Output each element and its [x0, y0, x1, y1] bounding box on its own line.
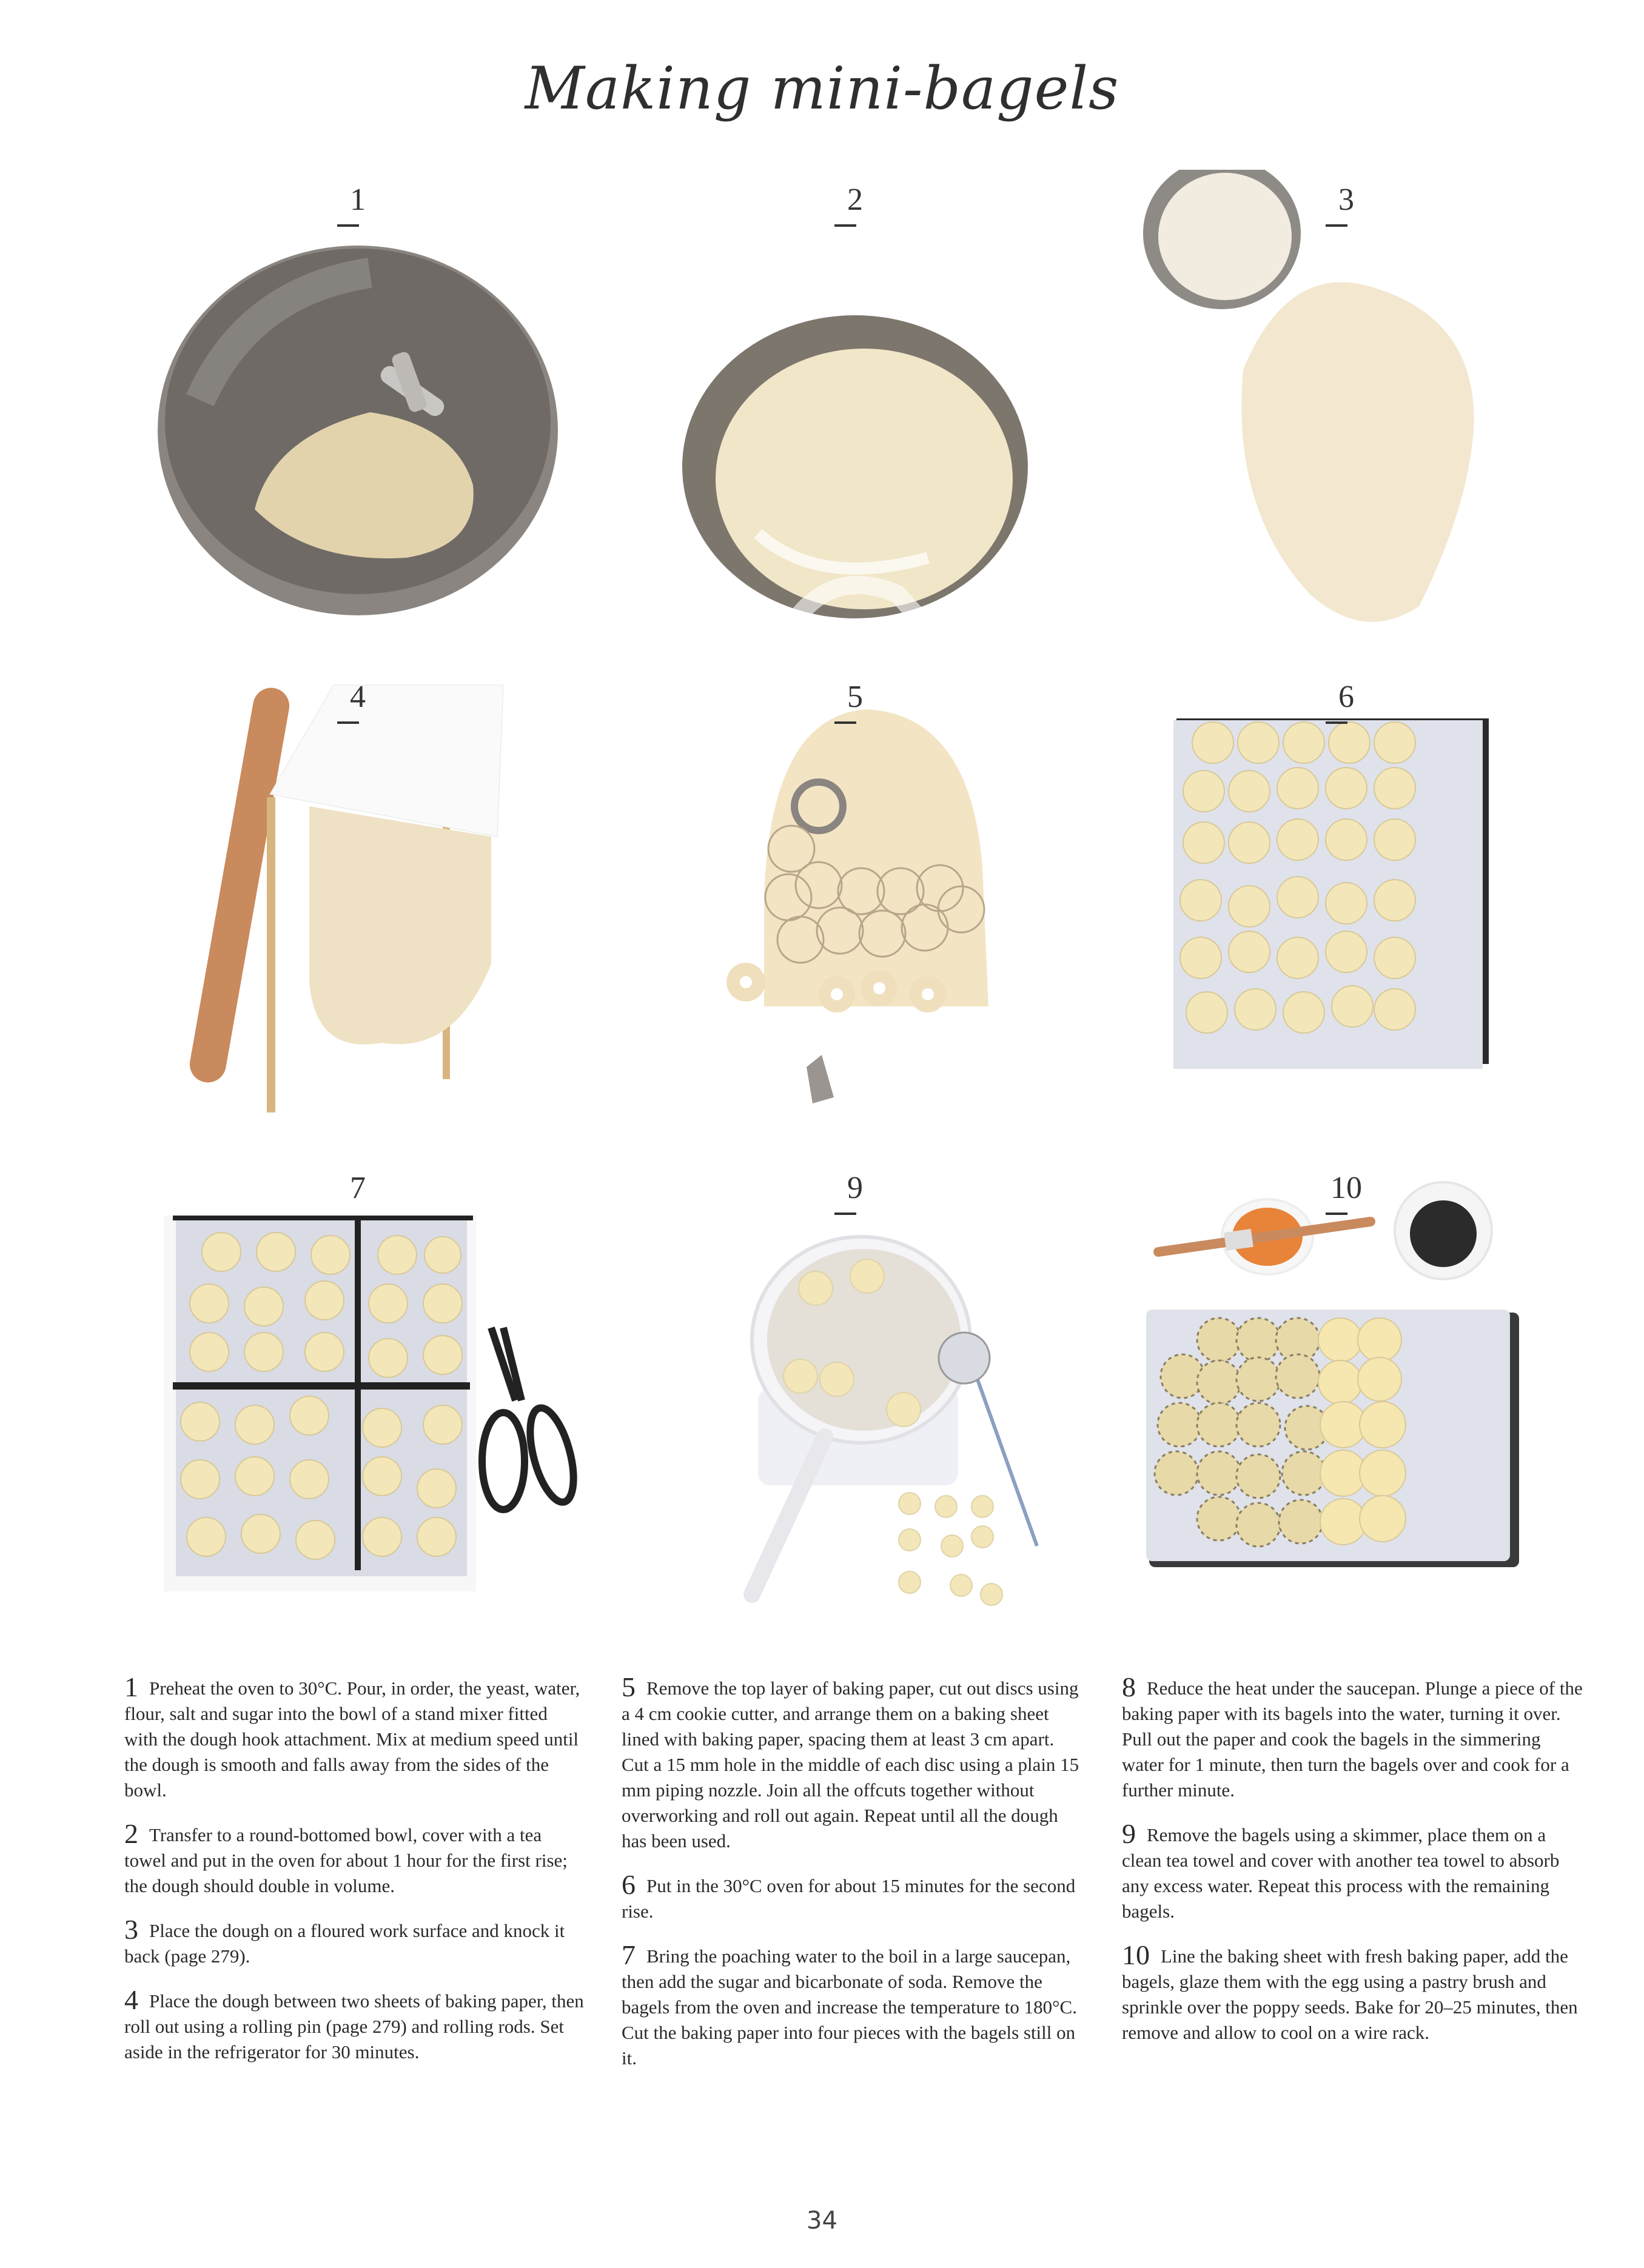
- step-number: 9: [1122, 1818, 1136, 1849]
- step-underline: [1326, 721, 1347, 724]
- photo-step-number: 2: [847, 182, 863, 217]
- step-underline: [834, 1213, 856, 1215]
- instruction-step-6: [622, 1869, 1082, 1924]
- page-title: Making mini-bagels: [525, 55, 1119, 122]
- step-number: 3: [124, 1914, 138, 1945]
- photo-step-1: [115, 170, 600, 643]
- step-number: 5: [622, 1671, 636, 1702]
- step-text: Line the baking sheet with fresh baking paper, add the bagels, glaze them with the egg using a pastry brush and sprinkle over the poppy seeds. Bake for 20–25 minutes, then remove and allow to cool on a wire rack.: [1122, 1945, 1578, 2043]
- photo-step-10: [1104, 1158, 1589, 1631]
- instruction-step-9: [1122, 1818, 1583, 1924]
- glazed-bagels-illustration: [1104, 1158, 1589, 1631]
- step-text: Place the dough between two sheets of baking paper, then roll out using a rolling pin (page 279) and rolling rods. Set aside in the refrigerator for 30 minutes.: [124, 1990, 584, 2062]
- instruction-step-4: [124, 1984, 585, 2065]
- photo-step-5: [612, 667, 1098, 1140]
- photo-step-2: [612, 170, 1098, 643]
- photo-step-number: 5: [847, 680, 863, 714]
- cut-discs-illustration: [612, 667, 1098, 1140]
- instruction-step-2: [124, 1818, 585, 1899]
- photo-step-number: 3: [1338, 182, 1354, 217]
- step-underline: [1326, 1213, 1347, 1215]
- bagels-on-tray-illustration: [1104, 667, 1589, 1140]
- photo-step-number: 7: [350, 1171, 366, 1205]
- rolling-pin-illustration: [115, 667, 600, 1140]
- photo-step-number: 10: [1330, 1171, 1362, 1205]
- step-text: Preheat the oven to 30°C. Pour, in order, the yeast, water, flour, salt and sugar into the bowl of a stand mixer fitted with the dough hook attachment. Mix at medium speed until the dough is smooth and falls away from the sides of the bowl.: [124, 1678, 580, 1801]
- step-underline: [337, 721, 359, 724]
- photo-step-6: [1104, 667, 1589, 1140]
- photo-step-number: 4: [350, 680, 366, 714]
- step-underline: [834, 224, 856, 227]
- floured-dough-illustration: [1104, 170, 1589, 643]
- poaching-saucepan-illustration: [612, 1158, 1098, 1631]
- step-underline: [337, 224, 359, 227]
- step-number: 10: [1122, 1939, 1150, 1970]
- instructions-column-3: [1122, 1671, 1583, 2064]
- step-number: 1: [124, 1671, 138, 1702]
- step-number: 7: [622, 1939, 636, 1970]
- photo-step-number: 1: [350, 182, 366, 217]
- step-underline: [834, 721, 856, 724]
- photo-step-3: [1104, 170, 1589, 643]
- step-number: 4: [124, 1984, 138, 2015]
- instruction-step-7: [622, 1939, 1082, 2071]
- step-text: Remove the top layer of baking paper, cut out discs using a 4 cm cookie cutter, and arrange them on a baking sheet lined with baking paper, spacing them at least 3 cm apart. Cut a 15 mm hole in the middle of each disc using a plain 15 mm piping nozzle. Join all the offcuts together without overworking and roll out again. Repeat until all the dough has been used.: [622, 1678, 1079, 1852]
- step-text: Transfer to a round-bottomed bowl, cover with a tea towel and put in the oven for about 1 hour for the first rise; the dough should double in volume.: [124, 1824, 568, 1896]
- photo-step-number: 6: [1338, 680, 1354, 714]
- instructions-column-2: [622, 1671, 1082, 2089]
- instruction-step-3: [124, 1914, 585, 1969]
- step-underline: [1326, 224, 1347, 227]
- step-text: Reduce the heat under the saucepan. Plunge a piece of the baking paper with its bagels into the water, turning it over. Pull out the paper and cook the bagels in the simmering water for 1 minute, then turn the bagels over and cook for a further minute.: [1122, 1678, 1583, 1801]
- instruction-step-5: [622, 1671, 1082, 1854]
- photo-step-4: [115, 667, 600, 1140]
- instruction-step-8: [1122, 1671, 1583, 1803]
- scissors: [482, 1328, 582, 1510]
- photo-step-7: [115, 1158, 600, 1631]
- page-number: 34: [807, 2207, 837, 2235]
- instructions-column-1: [124, 1671, 585, 2083]
- step-number: 8: [1122, 1671, 1136, 1702]
- step-text: Put in the 30°C oven for about 15 minutes for the second rise.: [622, 1875, 1076, 1922]
- step-text: Bring the poaching water to the boil in a large saucepan, then add the sugar and bicarbonate of soda. Remove the bagels from the oven and increase the temperature to 180°C. Cut the baking paper into four pieces with the bagels still on it.: [622, 1945, 1077, 2069]
- instruction-step-10: [1122, 1939, 1583, 2046]
- mixer-bowl-illustration: [115, 170, 600, 643]
- photo-step-number: 9: [847, 1171, 863, 1205]
- covered-bowl-illustration: [612, 170, 1098, 643]
- step-text: Place the dough on a floured work surface and knock it back (page 279).: [124, 1920, 565, 1967]
- step-number: 2: [124, 1818, 138, 1849]
- instruction-step-1: [124, 1671, 585, 1803]
- step-text: Remove the bagels using a skimmer, place them on a clean tea towel and cover with another tea towel to absorb any excess water. Repeat this process with the remaining bagels.: [1122, 1824, 1560, 1922]
- step-number: 6: [622, 1869, 636, 1900]
- photo-step-9: [612, 1158, 1098, 1631]
- cut-paper-scissors-illustration: [115, 1158, 600, 1631]
